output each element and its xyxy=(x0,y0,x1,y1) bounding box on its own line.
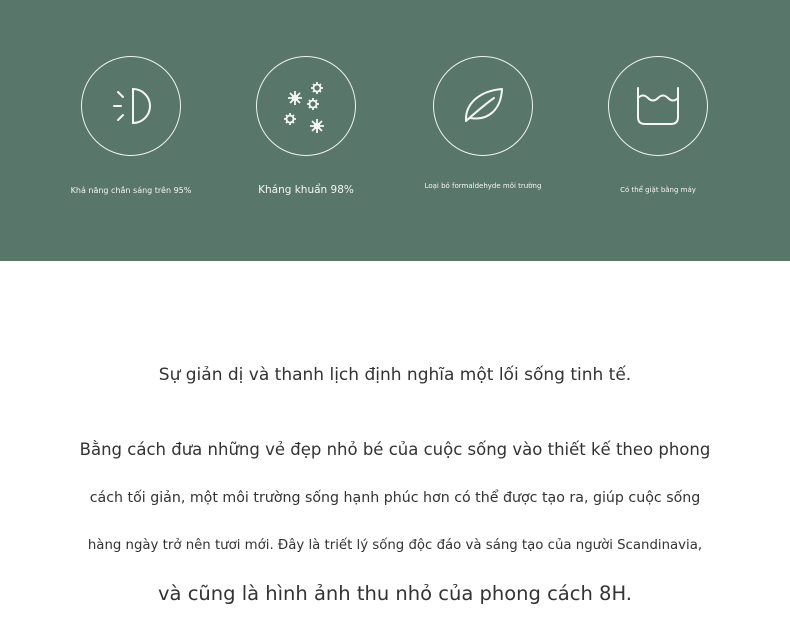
feature-icon-circle xyxy=(81,56,181,156)
paragraph-line: cách tối giản, một môi trường sống hạnh phúc hơn có thể được tạo ra, giúp cuộc sống xyxy=(89,490,701,506)
sun-shade-icon xyxy=(103,78,159,134)
paragraph-line: và cũng là hình ảnh thu nhỏ của phong cách 8H. xyxy=(158,582,632,605)
paragraph-line: hàng ngày trở nên tươi mới. Đây là triết lý sống độc đáo và sáng tạo của người Scandinavia, xyxy=(87,538,703,553)
brand-philosophy xyxy=(0,261,790,633)
machine-wash-icon xyxy=(628,76,688,136)
feature-machine-washable xyxy=(583,56,733,194)
feature-icon-circle xyxy=(256,56,356,156)
feature-label: Loại bỏ formaldehyde môi trường xyxy=(424,182,542,190)
feature-formaldehyde-removal xyxy=(408,56,558,190)
leaf-icon xyxy=(453,76,513,136)
feature-label: Kháng khuẩn 98% xyxy=(258,184,354,196)
features-banner xyxy=(0,0,790,261)
feature-antibacterial xyxy=(231,56,381,196)
tagline: Sự giản dị và thanh lịch định nghĩa một lối sống tinh tế. xyxy=(158,365,632,385)
feature-label: Khả năng chắn sáng trên 95% xyxy=(70,186,192,195)
feature-light-blocking xyxy=(56,56,206,195)
feature-icon-circle xyxy=(608,56,708,156)
paragraph-line: Bằng cách đưa những vẻ đẹp nhỏ bé của cuộc sống vào thiết kế theo phong xyxy=(79,440,711,459)
antibacterial-icon xyxy=(274,74,338,138)
feature-icon-circle xyxy=(433,56,533,156)
feature-label: Có thể giặt bằng máy xyxy=(620,186,696,194)
